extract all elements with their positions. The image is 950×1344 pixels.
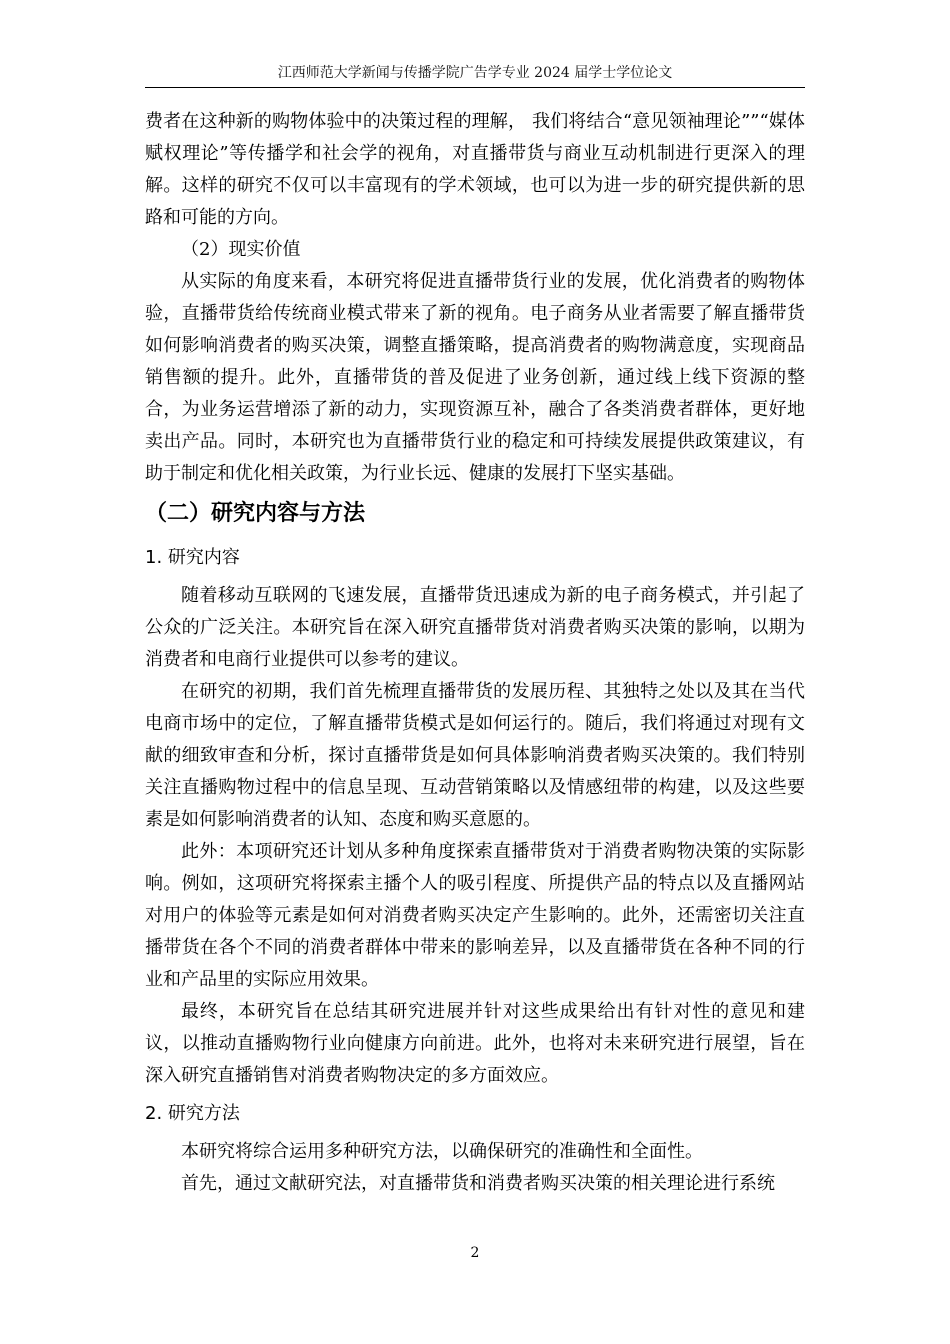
running-header: 江西师范大学新闻与传播学院广告学专业 2024 届学士学位论文 <box>277 65 673 81</box>
paragraph-content-intro: 随着移动互联网的飞速发展，直播带货迅速成为新的电子商务模式，并引起了公众的广泛关注。本研究旨在深入研究直播带货对消费者购买决策的影响，以期为消费者和电商行业提供可以参考的建议。 <box>145 585 805 670</box>
paragraph-methods-intro: 本研究将综合运用多种研究方法，以确保研究的准确性和全面性。 <box>181 1141 703 1162</box>
paragraph-content-additional: 此外：本项研究还计划从多种角度探索直播带货对于消费者购物决策的实际影响。例如，这项研究将探索主播个人的吸引程度、所提供产品的特点以及直播网站对用户的体验等元素是如何对消费者购买决定产生影响的。此外，还需密切关注直播带货在各个不同的消费者群体中带来的影响差异，以及直播带货在各种不同的行业和产品里的实际应用效果。 <box>145 841 805 990</box>
paragraph-methods-first: 首先，通过文献研究法，对直播带货和消费者购买决策的相关理论进行系统 <box>181 1173 775 1194</box>
page-body <box>145 106 805 1200</box>
paragraph-practical-value: 从实际的角度来看，本研究将促进直播带货行业的发展，优化消费者的购物体验，直播带货给传统商业模式带来了新的视角。电子商务从业者需要了解直播带货如何影响消费者的购买决策，调整直播策略，提高消费者的购物满意度，实现商品销售额的提升。此外，直播带货的普及促进了业务创新，通过线上线下资源的整合，为业务运营增添了新的动力，实现资源互补，融合了各类消费者群体，更好地卖出产品。同时，本研究也为直播带货行业的稳定和可持续发展提供政策建议，有助于制定和优化相关政策，为行业长远、健康的发展打下坚实基础。 <box>145 271 805 484</box>
subheading-research-methods: 2. 研究方法 <box>145 1103 240 1124</box>
subheading-research-content: 1. 研究内容 <box>145 547 240 568</box>
paragraph-content-final: 最终，本研究旨在总结其研究进展并针对这些成果给出有针对性的意见和建议，以推动直播购物行业向健康方向前进。此外，也将对未来研究进行展望，旨在深入研究直播销售对消费者购物决定的多方面效应。 <box>145 1001 805 1086</box>
section-heading-content-methods: （二）研究内容与方法 <box>145 501 366 526</box>
header-divider <box>145 87 805 88</box>
paragraph-theory-continuation: 费者在这种新的购物体验中的决策过程的理解， 我们将结合“意见领袖理论””“媒体赋权理论”等传播学和社会学的视角，对直播带货与商业互动机制进行更深入的理解。这样的研究不仅可以丰富现有的学术领域，也可以为进一步的研究提供新的思路和可能的方向。 <box>145 111 805 228</box>
subheading-practical-value: （2）现实价值 <box>181 239 301 260</box>
paragraph-content-initial: 在研究的初期，我们首先梳理直播带货的发展历程、其独特之处以及其在当代电商市场中的定位，了解直播带货模式是如何运行的。随后，我们将通过对现有文献的细致审查和分析，探讨直播带货是如何具体影响消费者购买决策的。我们特别关注直播购物过程中的信息呈现、互动营销策略以及情感纽带的构建，以及这些要素是如何影响消费者的认知、态度和购买意愿的。 <box>145 681 805 830</box>
page-number: 2 <box>470 1245 480 1261</box>
